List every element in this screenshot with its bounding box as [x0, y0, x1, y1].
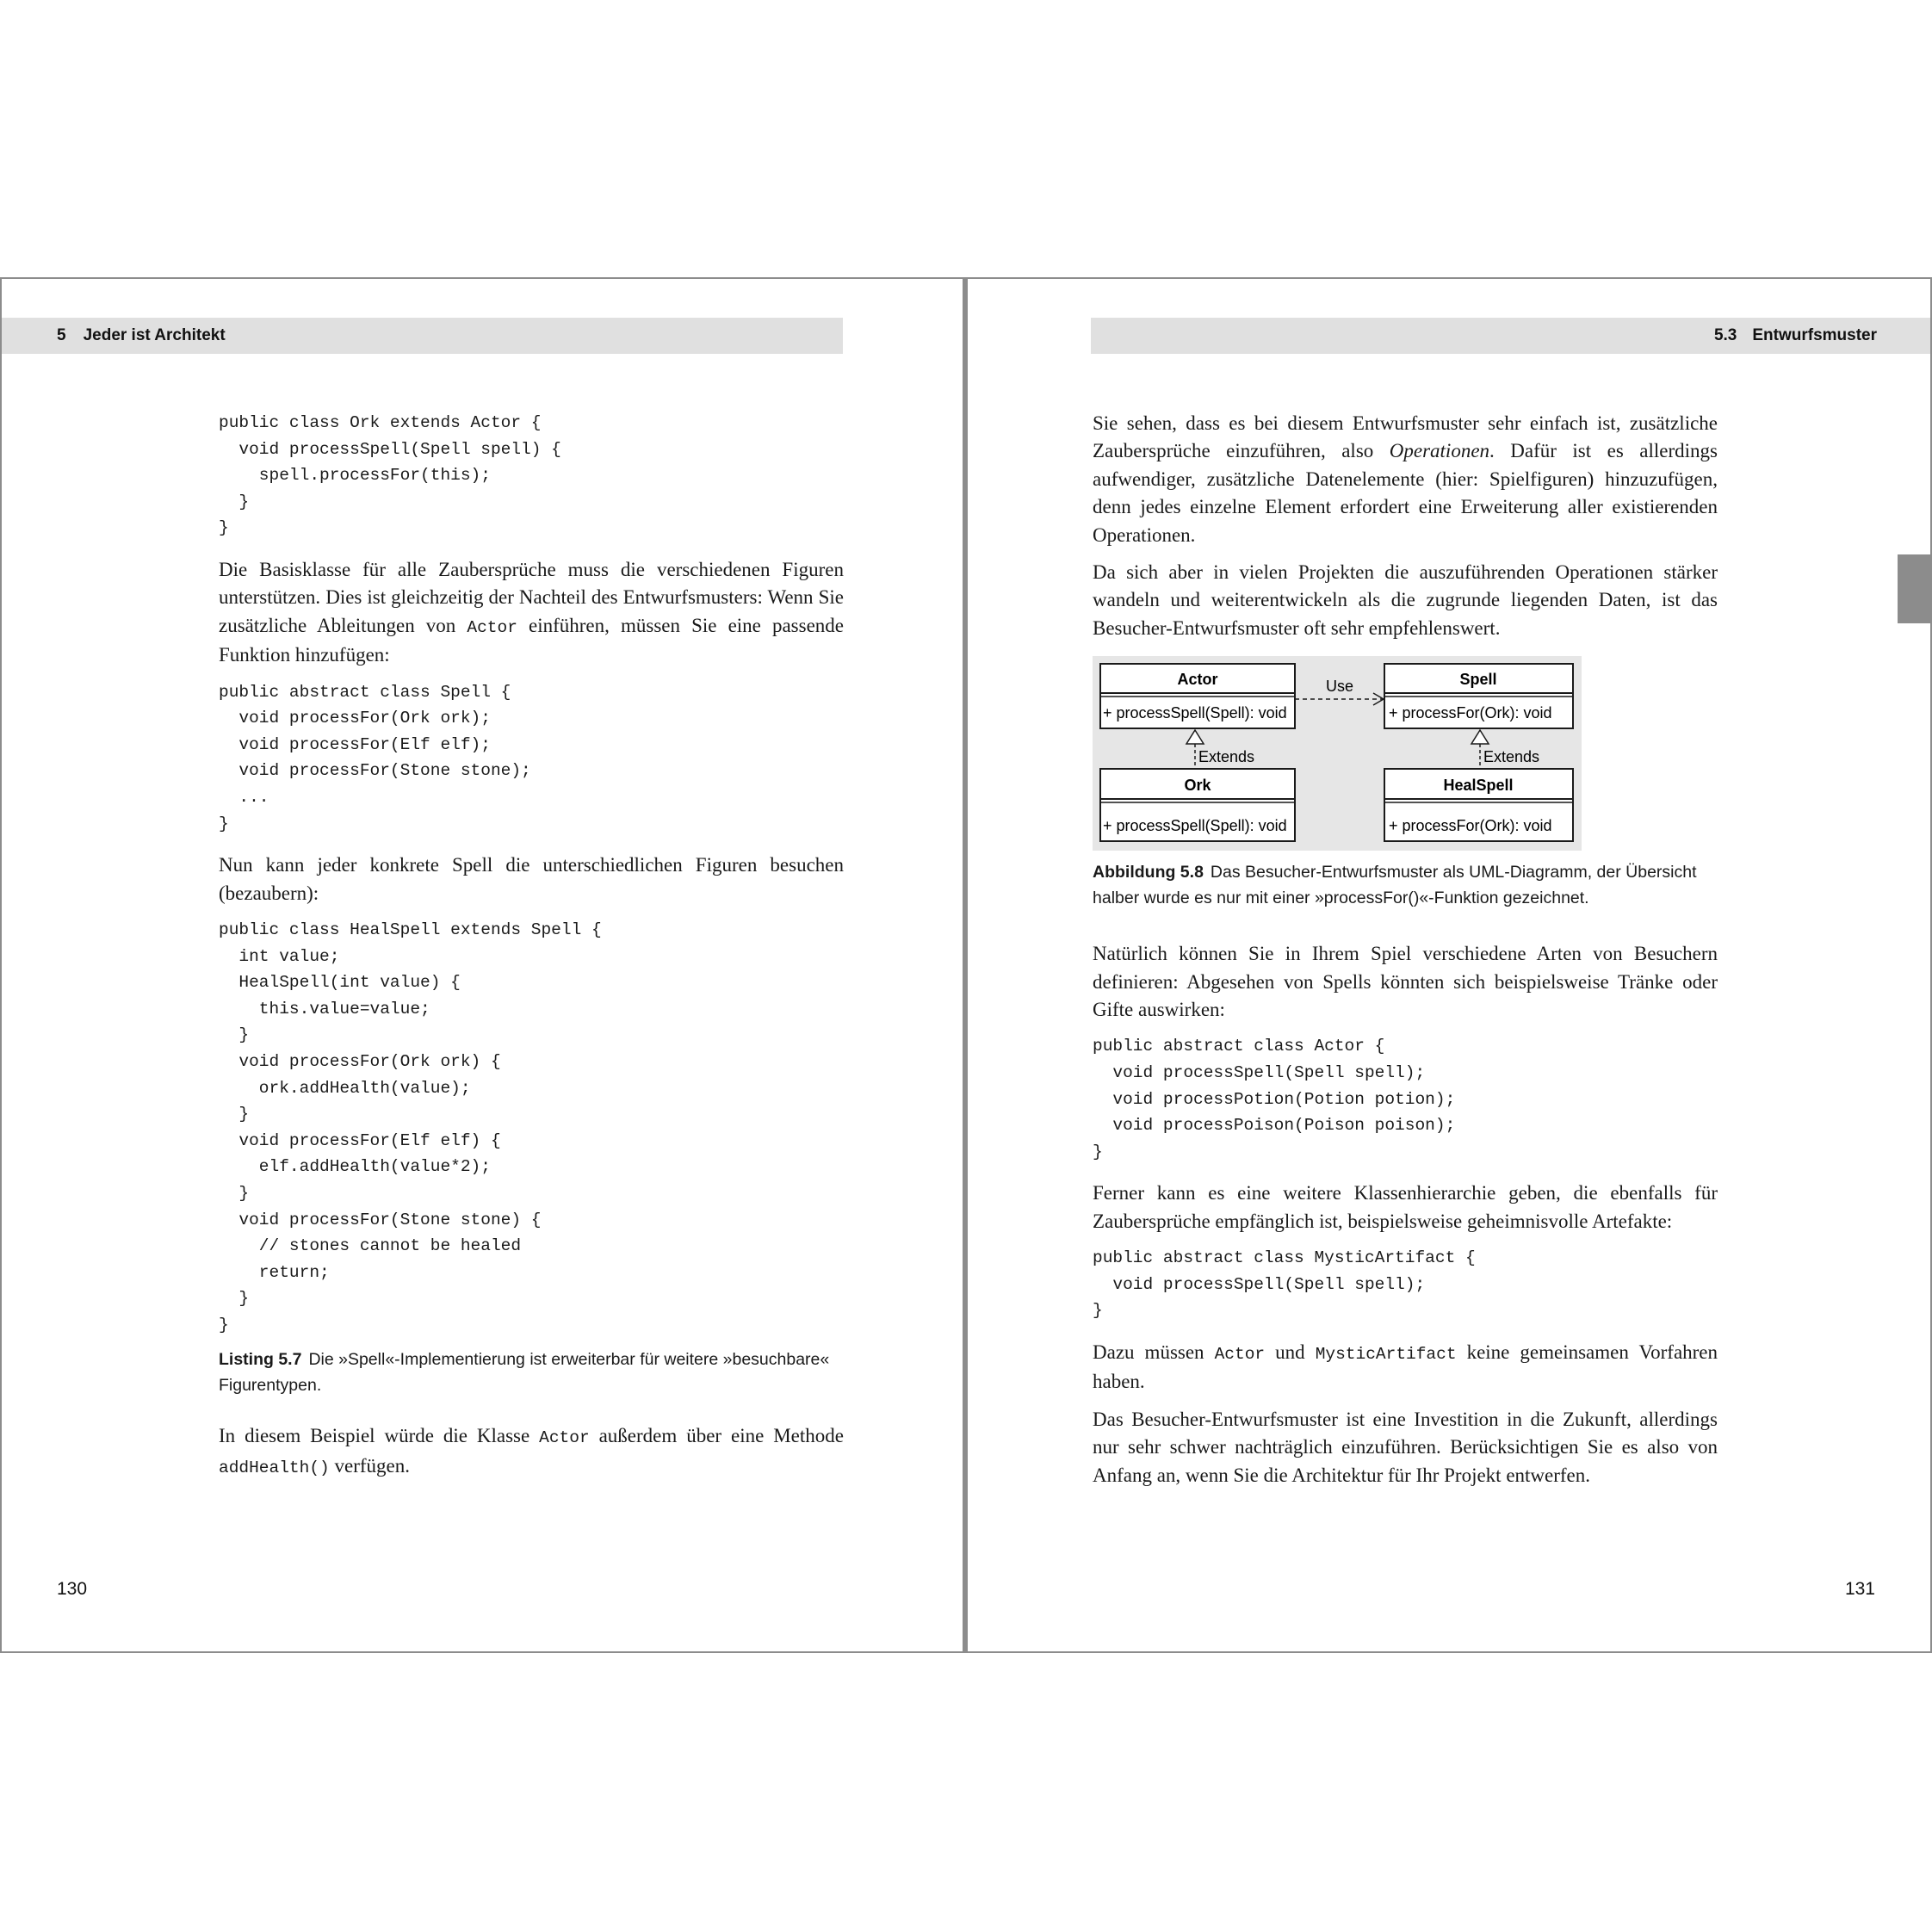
- paragraph: [219, 556, 844, 670]
- right-page-content: [1093, 410, 1718, 1499]
- uml-class-healspell: [1384, 769, 1573, 841]
- triangle-arrowhead-icon: [1471, 730, 1489, 744]
- code-listing-mysticartifact: public abstract class MysticArtifact { void processSpell(Spell spell); }: [1093, 1248, 1476, 1321]
- paragraph: Ferner kann es eine weitere Klassenhierarchie geben, die ebenfalls für Zaubersprüche empfänglich ist, beispielsweise geheimnisvolle Artefakte:: [1093, 1182, 1718, 1232]
- figure-caption-text: Das Besucher-Entwurfsmuster als UML-Diagramm, der Übersicht halber wurde es nur mit einer »processFor()«-Funktion gezeichnet.: [1093, 863, 1697, 908]
- paragraph: Da sich aber in vielen Projekten die auszuführenden Operationen stärker wandeln und weiterentwickeln als die zugrunde liegenden Daten, ist das Besucher-Entwurfsmuster oft sehr empfehlenswert.: [1093, 561, 1718, 639]
- class-name: Spell: [1459, 671, 1497, 689]
- figure-label: Abbildung 5.8: [1093, 863, 1204, 882]
- inline-code: addHealth(): [219, 1458, 330, 1477]
- running-head-left: [2, 318, 843, 354]
- paragraph: Natürlich können Sie in Ihrem Spiel verschiedene Arten von Besuchern definieren: Abgesehen von Spells könnten sich beispielsweise Tränke oder Gifte auswirken:: [1093, 943, 1718, 1021]
- page-number-right: 131: [1844, 1579, 1875, 1599]
- code-listing-ork: public class Ork extends Actor { void processSpell(Spell spell) { spell.processFor(this); } }: [219, 413, 561, 538]
- text-run: einführen, müssen Sie eine passende Funktion hinzufügen:: [219, 614, 844, 666]
- listing-caption-text: Die »Spell«-Implementierung ist erweiterbar für weitere »besuchbare« Figurentypen.: [219, 1350, 830, 1396]
- left-page-content: [219, 410, 844, 1491]
- paragraph: Nun kann jeder konkrete Spell die unterschiedlichen Figuren besuchen (bezaubern):: [219, 854, 844, 904]
- code-listing-spell: public abstract class Spell { void processFor(Ork ork); void processFor(Elf elf); void processFor(Stone stone); ... }: [219, 682, 531, 833]
- chapter-title: Jeder ist Architekt: [83, 326, 226, 344]
- class-method: + processFor(Ork): void: [1389, 704, 1552, 722]
- uml-diagram-svg: [1093, 656, 1582, 851]
- uml-class-actor: [1100, 664, 1295, 728]
- class-name: Ork: [1184, 777, 1211, 795]
- text-run: Die Basisklasse für alle Zaubersprüche muss die verschiedenen Figuren unterstützen. Dies ist gleichzeitig der Nachteil des Entwurfsmusters: Wenn Sie zusätzliche Ableitungen von: [219, 558, 844, 636]
- code-listing-actor: public abstract class Actor { void processSpell(Spell spell); void processPotion(Potion potion); void processPoison(Poison poison); }: [1093, 1037, 1456, 1161]
- inline-code: Actor: [467, 617, 517, 637]
- listing-caption: [219, 1347, 844, 1398]
- class-method: + processSpell(Spell): void: [1103, 817, 1287, 835]
- extends-arrow-left: [1186, 730, 1254, 769]
- text-run: verfügen.: [329, 1454, 410, 1477]
- use-label: Use: [1325, 678, 1354, 696]
- emphasis: Operationen: [1389, 440, 1490, 462]
- text-run: außerdem über eine Methode: [589, 1425, 844, 1447]
- text-run: . Dafür ist es allerdings aufwendiger, zusätzliche Datenelemente (hier: Spielfiguren) hinzuzufügen, denn jedes einzelne Element erfordert eine Erweiterung aller existierenden Operationen.: [1093, 440, 1718, 546]
- class-name: Actor: [1177, 671, 1218, 689]
- chapter-thumb-tab: [1898, 554, 1932, 623]
- text-run: und: [1265, 1341, 1316, 1364]
- section-title: Entwurfsmuster: [1752, 326, 1877, 344]
- use-dependency-arrow: [1295, 678, 1384, 705]
- left-page: [0, 277, 966, 1653]
- text-run: keine gemeinsamen Vorfahren haben.: [1093, 1341, 1718, 1393]
- paragraph: [219, 1422, 844, 1482]
- extends-label: Extends: [1198, 748, 1255, 766]
- page-number-left: 130: [57, 1579, 88, 1599]
- text-run: In diesem Beispiel würde die Klasse: [219, 1425, 540, 1447]
- figure-caption: [1093, 859, 1718, 911]
- running-head-right: [1091, 318, 1932, 354]
- paragraph: [1093, 1339, 1718, 1396]
- right-page: [966, 277, 1932, 1653]
- chapter-number: 5: [57, 326, 66, 344]
- extends-label: Extends: [1483, 748, 1540, 766]
- listing-label: Listing 5.7: [219, 1350, 302, 1370]
- text-run: Sie sehen, dass es bei diesem Entwurfsmuster sehr einfach ist, zusätzliche Zaubersprüche einzuführen, also: [1093, 412, 1718, 462]
- uml-class-ork: [1100, 769, 1295, 841]
- page-gutter: [963, 277, 968, 1653]
- uml-class-spell: [1384, 664, 1573, 728]
- uml-diagram: [1093, 656, 1582, 851]
- extends-arrow-right: [1471, 730, 1539, 769]
- class-method: + processFor(Ork): void: [1389, 817, 1552, 835]
- triangle-arrowhead-icon: [1186, 730, 1204, 744]
- paragraph: [1093, 410, 1718, 549]
- inline-code: Actor: [1214, 1345, 1266, 1365]
- class-name: HealSpell: [1443, 777, 1514, 795]
- inline-code: MysticArtifact: [1315, 1345, 1457, 1365]
- code-listing-healspell: public class HealSpell extends Spell { int value; HealSpell(int value) { this.value=value; } void processFor(Ork ork) { ork.addHealth(value); } void processFor(Elf elf) { elf.addHealth(value*2); } void processFor(Stone stone) { // stones cannot be healed return; } }: [219, 920, 602, 1334]
- section-number: 5.3: [1713, 326, 1737, 344]
- class-method: + processSpell(Spell): void: [1103, 704, 1287, 722]
- text-run: Dazu müssen: [1093, 1341, 1215, 1364]
- paragraph: Das Besucher-Entwurfsmuster ist eine Investition in die Zukunft, allerdings nur sehr schwer nachträglich einzuführen. Berücksichtigen Sie es also von Anfang an, wenn Sie die Architektur für Ihr Projekt entwerfen.: [1093, 1408, 1718, 1486]
- inline-code: Actor: [539, 1428, 590, 1448]
